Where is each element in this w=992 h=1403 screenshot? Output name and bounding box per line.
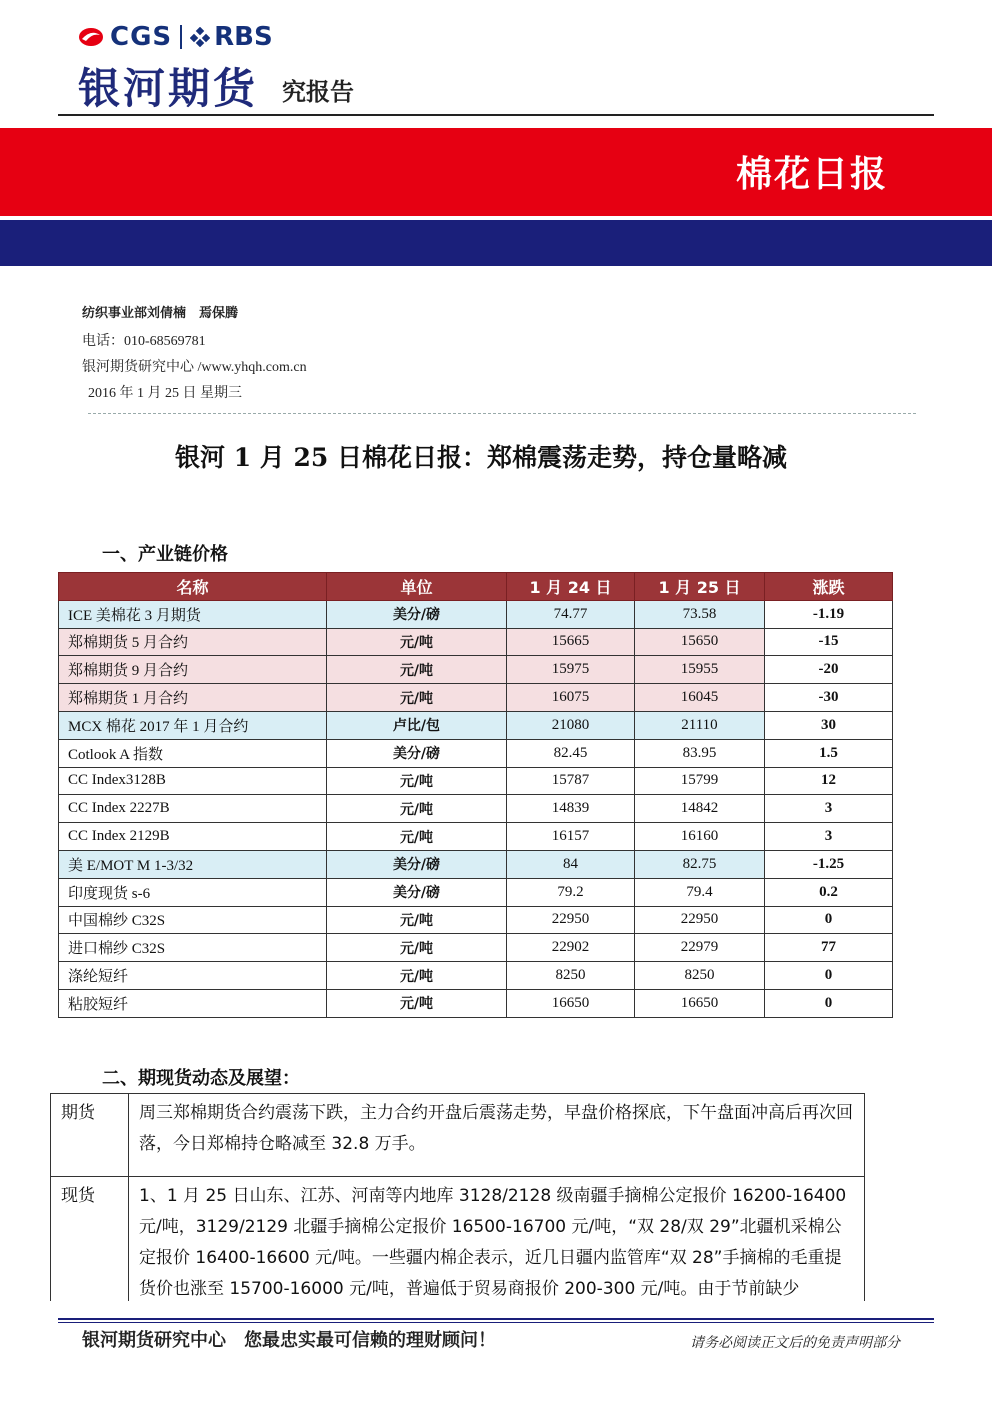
- cell-unit: 元/吨: [327, 823, 507, 851]
- logo-rbs-text: RBS: [214, 22, 273, 52]
- column-header-name: 名称: [59, 573, 327, 601]
- title-banner-bottom: [0, 220, 992, 266]
- header-divider: [58, 114, 934, 116]
- cell-jan25: 15799: [635, 767, 765, 795]
- cell-jan25: 14842: [635, 795, 765, 823]
- cell-jan25: 8250: [635, 962, 765, 990]
- cell-jan24: 8250: [507, 962, 635, 990]
- table-row: [59, 962, 893, 990]
- cell-unit: 元/吨: [327, 795, 507, 823]
- table-row: [59, 628, 893, 656]
- footer-slogan: 银河期货研究中心 您最忠实最可信赖的理财顾问！: [82, 1330, 496, 1351]
- futures-label: 期货: [51, 1094, 129, 1177]
- cell-unit: 美分/磅: [327, 878, 507, 906]
- spot-text: 1、1 月 25 日山东、江苏、河南等内地库 3128/2128 级南疆手摘棉公定报价 16200-16400 元/吨，3129/2129 北疆手摘棉公定报价 16500-16700 元/吨，“双 28/双 29”北疆机采棉公定报价 16400-16600 元/吨。一些疆内棉企表示，近几日疆内监管库“双 28”手摘棉的毛重提货价也涨至 15700-16000 元/吨，普遍低于贸易商报价 200-300 元/吨。由于节前缺少: [129, 1177, 865, 1302]
- cell-name: 郑棉期货 9 月合约: [59, 656, 327, 684]
- cell-jan24: 15975: [507, 656, 635, 684]
- report-date: 2016 年 1 月 25 日 星期三: [88, 386, 242, 401]
- cell-unit: 元/吨: [327, 628, 507, 656]
- table-row: [59, 656, 893, 684]
- cell-jan25: 83.95: [635, 739, 765, 767]
- cell-jan24: 74.77: [507, 600, 635, 628]
- cell-jan25: 16650: [635, 989, 765, 1017]
- cell-name: CC Index 2129B: [59, 823, 327, 851]
- cell-unit: 美分/磅: [327, 850, 507, 878]
- cell-name: 印度现货 s-6: [59, 878, 327, 906]
- cell-jan24: 15665: [507, 628, 635, 656]
- cell-change: -15: [765, 628, 893, 656]
- cgs-logo-icon: [78, 24, 104, 50]
- footer-disclaimer-note: 请务必阅读正文后的免责声明部分: [690, 1335, 900, 1351]
- cell-jan25: 22950: [635, 906, 765, 934]
- cell-unit: 美分/磅: [327, 600, 507, 628]
- logo: [78, 20, 273, 54]
- table-row: [51, 1094, 865, 1177]
- report-type: 究报告: [282, 78, 354, 106]
- report-title: 棉花日报: [735, 154, 888, 195]
- cell-jan24: 14839: [507, 795, 635, 823]
- cell-unit: 元/吨: [327, 656, 507, 684]
- company-name: 银河期货: [78, 64, 259, 113]
- rbs-logo-icon: [190, 27, 210, 47]
- cell-jan25: 15955: [635, 656, 765, 684]
- cell-jan24: 79.2: [507, 878, 635, 906]
- page-title: 银河 1 月 25 日棉花日报：郑棉震荡走势，持仓量略减: [174, 443, 787, 472]
- cell-change: -1.25: [765, 850, 893, 878]
- table-row: [59, 711, 893, 739]
- table-row: [59, 989, 893, 1017]
- cell-name: ICE 美棉花 3 月期货: [59, 600, 327, 628]
- cell-name: MCX 棉花 2017 年 1 月合约: [59, 711, 327, 739]
- cell-change: 77: [765, 934, 893, 962]
- table-row: [59, 823, 893, 851]
- cell-jan24: 84: [507, 850, 635, 878]
- cell-change: 3: [765, 795, 893, 823]
- cell-change: -20: [765, 656, 893, 684]
- footer-divider: [58, 1318, 934, 1320]
- cell-unit: 元/吨: [327, 989, 507, 1017]
- cell-name: 涤纶短纤: [59, 962, 327, 990]
- cell-jan25: 16045: [635, 684, 765, 712]
- column-header-change: 涨跌: [765, 573, 893, 601]
- table-row: [59, 600, 893, 628]
- table-header-row: [59, 573, 893, 601]
- cell-name: 郑棉期货 5 月合约: [59, 628, 327, 656]
- column-header-jan25: 1 月 25 日: [635, 573, 765, 601]
- table-row: [59, 767, 893, 795]
- cell-jan25: 15650: [635, 628, 765, 656]
- outlook-table: [50, 1093, 865, 1301]
- cell-change: 30: [765, 711, 893, 739]
- phone: 电话：010-68569781: [82, 334, 206, 349]
- cell-name: CC Index3128B: [59, 767, 327, 795]
- column-header-unit: 单位: [327, 573, 507, 601]
- cell-unit: 美分/磅: [327, 739, 507, 767]
- table-row: [59, 739, 893, 767]
- section-heading-prices: 一、产业链价格: [102, 544, 228, 565]
- table-row: [51, 1177, 865, 1302]
- meta-divider: [88, 413, 916, 414]
- cell-jan25: 79.4: [635, 878, 765, 906]
- research-center-link[interactable]: 银河期货研究中心 /www.yhqh.com.cn: [82, 360, 307, 375]
- cell-unit: 元/吨: [327, 962, 507, 990]
- cell-jan25: 73.58: [635, 600, 765, 628]
- cell-change: 0: [765, 906, 893, 934]
- cell-unit: 元/吨: [327, 934, 507, 962]
- spot-label: 现货: [51, 1177, 129, 1302]
- cell-change: 3: [765, 823, 893, 851]
- cell-jan24: 82.45: [507, 739, 635, 767]
- cell-change: 0: [765, 962, 893, 990]
- price-table: [58, 572, 893, 1018]
- futures-text: 周三郑棉期货合约震荡下跌，主力合约开盘后震荡走势，早盘价格探底，下午盘面冲高后再次回落，今日郑棉持仓略减至 32.8 万手。: [129, 1094, 865, 1177]
- cell-name: 进口棉纱 C32S: [59, 934, 327, 962]
- cell-jan25: 16160: [635, 823, 765, 851]
- table-row: [59, 684, 893, 712]
- cell-change: -1.19: [765, 600, 893, 628]
- cell-unit: 元/吨: [327, 684, 507, 712]
- cell-name: 美 E/MOT M 1-3/32: [59, 850, 327, 878]
- table-row: [59, 878, 893, 906]
- cell-change: 0.2: [765, 878, 893, 906]
- cell-name: 粘胶短纤: [59, 989, 327, 1017]
- cell-unit: 卢比/包: [327, 711, 507, 739]
- cell-jan24: 21080: [507, 711, 635, 739]
- table-row: [59, 906, 893, 934]
- cell-name: Cotlook A 指数: [59, 739, 327, 767]
- logo-cgs-text: CGS: [110, 22, 173, 52]
- cell-change: 0: [765, 989, 893, 1017]
- cell-jan24: 22902: [507, 934, 635, 962]
- cell-name: 郑棉期货 1 月合约: [59, 684, 327, 712]
- authors: 纺织事业部刘倩楠 焉保腾: [82, 306, 239, 321]
- logo-divider: [180, 25, 182, 49]
- cell-jan24: 22950: [507, 906, 635, 934]
- footer-divider-thin: [58, 1322, 934, 1323]
- table-row: [59, 850, 893, 878]
- cell-jan25: 82.75: [635, 850, 765, 878]
- cell-jan25: 21110: [635, 711, 765, 739]
- outlook-table-wrap: [50, 1093, 866, 1301]
- cell-jan24: 15787: [507, 767, 635, 795]
- cell-jan24: 16650: [507, 989, 635, 1017]
- cell-jan25: 22979: [635, 934, 765, 962]
- cell-unit: 元/吨: [327, 767, 507, 795]
- cell-change: -30: [765, 684, 893, 712]
- cell-change: 1.5: [765, 739, 893, 767]
- cell-change: 12: [765, 767, 893, 795]
- cell-name: CC Index 2227B: [59, 795, 327, 823]
- table-row: [59, 934, 893, 962]
- cell-jan24: 16157: [507, 823, 635, 851]
- section-heading-outlook: 二、期现货动态及展望：: [102, 1068, 300, 1089]
- cell-jan24: 16075: [507, 684, 635, 712]
- cell-name: 中国棉纱 C32S: [59, 906, 327, 934]
- table-row: [59, 795, 893, 823]
- cell-unit: 元/吨: [327, 906, 507, 934]
- column-header-jan24: 1 月 24 日: [507, 573, 635, 601]
